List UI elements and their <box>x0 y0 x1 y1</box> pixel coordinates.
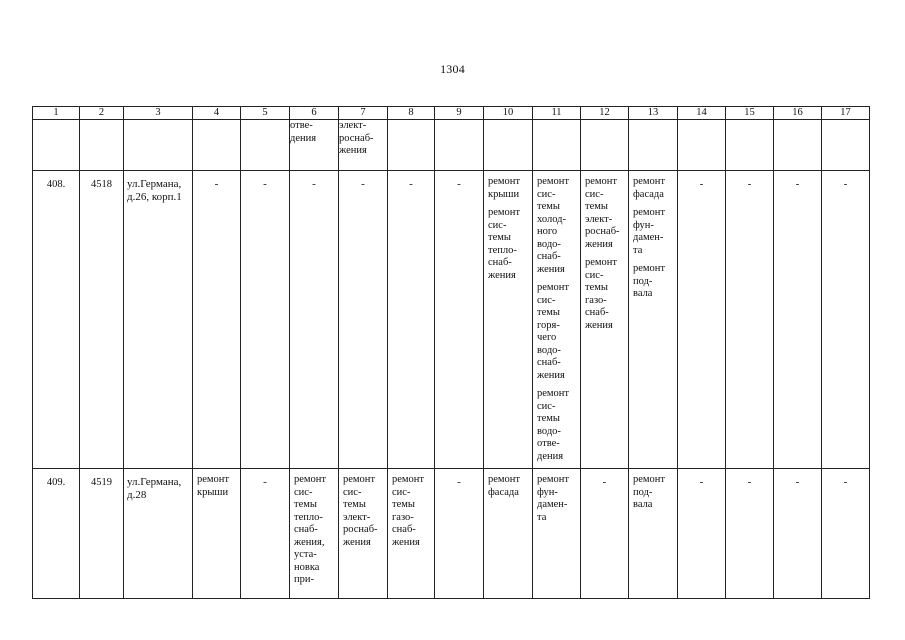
table-cell: - <box>726 469 774 599</box>
column-header: 12 <box>581 107 629 120</box>
column-header: 4 <box>193 107 241 120</box>
table-cell: - <box>678 171 726 469</box>
table-row <box>33 171 870 469</box>
table-cell: - <box>290 171 339 469</box>
column-header: 9 <box>435 107 484 120</box>
work-item: ремонт фун- дамен- та <box>537 474 570 523</box>
table-cell: - <box>581 469 629 599</box>
table-cell <box>290 469 339 599</box>
column-number-row <box>33 107 870 120</box>
row-number: 409. <box>33 469 80 599</box>
column-header: 10 <box>484 107 533 120</box>
column-header: 13 <box>629 107 678 120</box>
work-item: ремонт сис- темы газо- снаб- жения <box>585 257 618 331</box>
table-cell: - <box>678 469 726 599</box>
column-header: 3 <box>124 107 193 120</box>
table-cell <box>388 469 435 599</box>
column-header: 17 <box>822 107 870 120</box>
table-cell: - <box>435 469 484 599</box>
page-number: 1304 <box>440 62 465 76</box>
table-cell <box>533 469 581 599</box>
table-cell <box>581 171 629 469</box>
address-cell: ул.Германа, д.28 <box>124 469 193 599</box>
work-item: ремонт сис- темы горя- чего водо- снаб- жения <box>537 282 570 381</box>
column-header: 11 <box>533 107 581 120</box>
table-cell: - <box>774 171 822 469</box>
work-item: ремонт сис- темы водо- отве- дения <box>537 388 570 462</box>
table-cell <box>484 171 533 469</box>
column-header: 7 <box>339 107 388 120</box>
table-cell: - <box>241 469 290 599</box>
repair-schedule-table <box>32 106 870 599</box>
work-item: ремонт под- вала <box>633 474 666 510</box>
work-item: ремонт крыши <box>488 176 521 200</box>
table-cell: - <box>435 171 484 469</box>
object-code: 4518 <box>80 171 124 469</box>
table-cell: - <box>822 171 870 469</box>
work-item: ремонт сис- темы тепло- снаб- жения, уста- новка при- <box>294 474 327 585</box>
table-cell: - <box>339 171 388 469</box>
work-item: ремонт сис- темы элект- роснаб- жения <box>343 474 378 548</box>
column-header: 15 <box>726 107 774 120</box>
table-cell: - <box>774 469 822 599</box>
table-cell <box>533 171 581 469</box>
table-cell: - <box>241 171 290 469</box>
row-number: 408. <box>33 171 80 469</box>
work-item: ремонт фасада <box>633 176 666 200</box>
work-item: ремонт сис- темы элект- роснаб- жения <box>585 176 620 250</box>
table-cell: - <box>822 469 870 599</box>
column-header: 14 <box>678 107 726 120</box>
table-cell: отве- дения <box>290 120 339 171</box>
table-cell: - <box>193 171 241 469</box>
work-item: ремонт под- вала <box>633 263 666 299</box>
table-cell <box>193 469 241 599</box>
table-cell <box>339 469 388 599</box>
object-code: 4519 <box>80 469 124 599</box>
work-item: ремонт крыши <box>197 474 230 498</box>
column-header: 2 <box>80 107 124 120</box>
continuation-row <box>33 120 870 171</box>
table-cell: - <box>388 171 435 469</box>
work-item: ремонт сис- темы газо- снаб- жения <box>392 474 425 548</box>
work-item: ремонт сис- темы тепло- снаб- жения <box>488 207 521 281</box>
column-header: 8 <box>388 107 435 120</box>
column-header: 6 <box>290 107 339 120</box>
table-cell <box>484 469 533 599</box>
table-row <box>33 469 870 599</box>
work-item: ремонт фасада <box>488 474 521 498</box>
table-cell: - <box>726 171 774 469</box>
column-header: 5 <box>241 107 290 120</box>
table-cell <box>629 171 678 469</box>
column-header: 1 <box>33 107 80 120</box>
column-header: 16 <box>774 107 822 120</box>
work-item: ремонт фун- дамен- та <box>633 207 666 256</box>
table-cell: элект- роснаб- жения <box>339 120 388 171</box>
work-item: ремонт сис- темы холод- ного водо- снаб- жения <box>537 176 570 275</box>
address-cell: ул.Германа, д.26, корп.1 <box>124 171 193 469</box>
table-cell <box>629 469 678 599</box>
